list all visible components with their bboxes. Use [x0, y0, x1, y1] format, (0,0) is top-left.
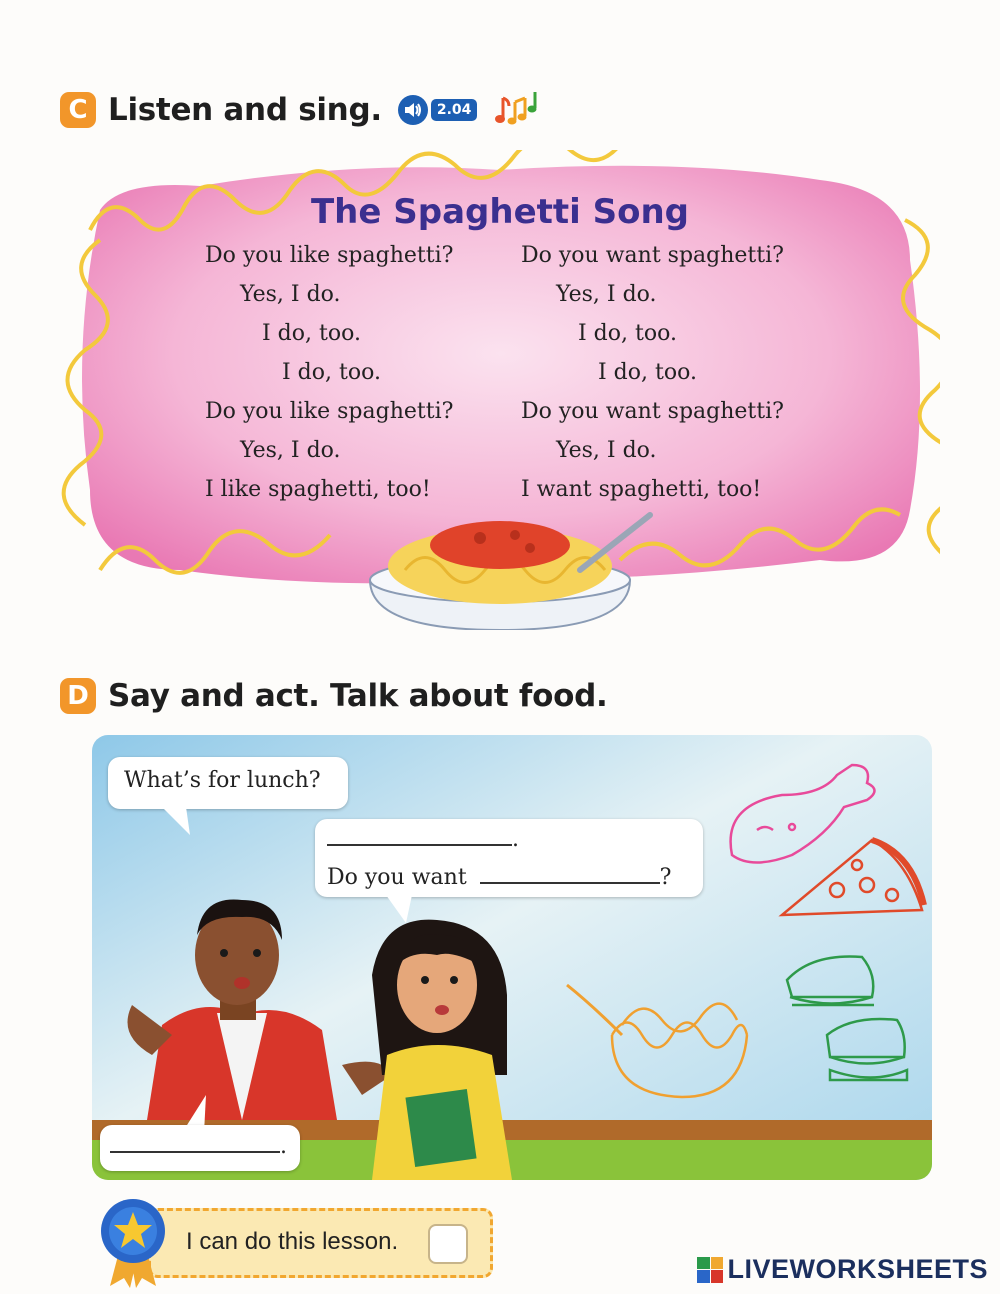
answer-blank-1[interactable] [327, 824, 512, 846]
lyric-line: Yes, I do. [556, 438, 657, 463]
liveworksheets-logo-icon [697, 1257, 723, 1283]
lyric-line: Yes, I do. [240, 438, 341, 463]
girl-character [372, 920, 512, 1180]
answer-blank-2[interactable] [480, 862, 660, 884]
lyrics-right-column [521, 236, 861, 509]
bubble-2-question-text: Do you want [327, 865, 467, 890]
song-panel [60, 150, 940, 630]
section-c-header [60, 90, 541, 130]
speech-bubble-1 [108, 757, 348, 809]
speech-bubble-3-line [110, 1125, 290, 1169]
section-c-badge: C [60, 92, 96, 128]
section-d-header [60, 678, 608, 714]
speech-bubble-2-line1 [327, 821, 691, 859]
lyric-line: I do, too. [262, 321, 361, 346]
speech-bubble-2 [315, 819, 703, 897]
bubble-2-period: . [512, 827, 519, 852]
audio-button[interactable] [398, 95, 478, 125]
lyrics-left-column [205, 236, 545, 509]
section-c-instruction: Listen and sing. [108, 92, 382, 128]
lyric-line: I want spaghetti, too! [521, 477, 762, 502]
lyric-line: I do, too. [578, 321, 677, 346]
answer-blank-3[interactable] [110, 1131, 280, 1153]
lyric-line: Yes, I do. [556, 282, 657, 307]
can-do-text: I can do this lesson. [186, 1228, 399, 1255]
lyric-line: I do, too. [598, 360, 697, 385]
can-do-checkbox[interactable] [428, 1224, 468, 1264]
can-do-panel [98, 1196, 498, 1288]
speaker-icon [398, 95, 428, 125]
lyric-line: Yes, I do. [240, 282, 341, 307]
bubble-3-period: . [280, 1134, 287, 1159]
speech-bubble-3 [100, 1125, 300, 1171]
watermark-text: LIVEWORKSHEETS [727, 1254, 988, 1284]
lyric-line: Do you want spaghetti? [521, 243, 784, 268]
liveworksheets-watermark [697, 1254, 988, 1285]
dialogue-scene [92, 735, 932, 1180]
speech-bubble-2-line2 [327, 859, 691, 897]
speech-bubble-1-text: What’s for lunch? [124, 768, 321, 793]
song-title: The Spaghetti Song [310, 192, 690, 232]
lyric-line: Do you like spaghetti? [205, 243, 454, 268]
star-medal-icon [98, 1196, 178, 1288]
lyric-line: Do you want spaghetti? [521, 399, 784, 424]
bubble-2-question-mark: ? [659, 865, 672, 890]
bubble-1-tail [162, 807, 202, 837]
lyric-line: I like spaghetti, too! [205, 477, 431, 502]
section-d-badge: D [60, 678, 96, 714]
audio-track-number: 2.04 [431, 99, 478, 121]
lyric-line: I do, too. [282, 360, 381, 385]
section-d-instruction: Say and act. Talk about food. [108, 678, 608, 714]
lyric-line: Do you like spaghetti? [205, 399, 454, 424]
bubble-2-tail [386, 895, 426, 925]
music-notes-icon [495, 90, 541, 130]
